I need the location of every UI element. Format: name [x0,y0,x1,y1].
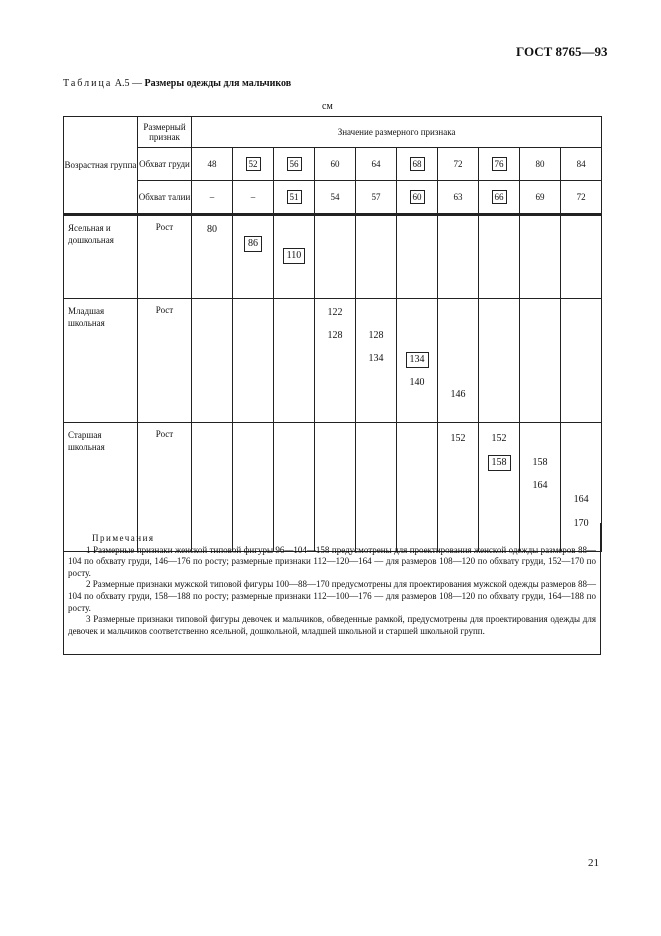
chest-cell [561,148,602,181]
chest-value: 84 [576,159,586,169]
waist-value-boxed: 66 [492,190,507,204]
header-age-group: Возрастная группа [64,117,138,215]
header-value: Значение размерного признака [192,117,602,148]
height-value: 128 [368,330,384,341]
waist-label: Обхват талии [138,181,192,215]
height-cell [520,299,561,423]
chest-cell [479,148,520,181]
waist-value: 72 [576,192,586,202]
height-cell [233,216,274,299]
waist-value-boxed: 60 [410,190,425,204]
height-value-boxed: 134 [397,352,437,368]
height-value: 164 [573,494,589,505]
caption-label: Таблица [63,78,113,89]
chest-value: 72 [453,159,463,169]
height-cell [356,299,397,423]
chest-cell [397,148,438,181]
height-cell [479,299,520,423]
height-value: 128 [327,330,343,341]
height-value: 134 [368,353,384,364]
unit-label: см [322,101,333,112]
height-cell [315,299,356,423]
chest-row [64,148,602,181]
height-cell [274,216,315,299]
waist-cell [192,181,233,215]
height-value: 80 [207,224,217,235]
height-cell [561,299,602,423]
waist-cell [397,181,438,215]
height-value-boxed: 158 [479,455,519,471]
waist-cell [274,181,315,215]
height-cell [356,216,397,299]
chest-cell [315,148,356,181]
caption-title: Размеры одежды для мальчиков [144,78,292,89]
header-size-feature: Размерный признак [138,117,192,148]
page-number: 21 [588,857,599,869]
note-item: 3 Размерные признаки типовой фигуры девочек и мальчиков, обведенные рамкой, предусмотрены для проектирования одежды для девочек и мальчиков соответственно ясельной, дошкольной, младшей школьной и старшей школьной групп. [68,614,596,636]
waist-cell [520,181,561,215]
waist-value: – [209,192,215,202]
group-name: Младшая школьная [64,299,138,423]
note-item: 1 Размерные признаки женской типовой фигуры 96—104—158 предусмотрены для проектирования женской одежды размеров 88—104 по обхвату груди, 146—176 по росту; размерные признаки 112—120—164 — для размеров 108—120 по обхвату груди, 152—170 по росту. [68,544,596,578]
height-value: 164 [532,480,548,491]
waist-value: – [250,192,256,202]
height-cell [438,216,479,299]
waist-cell [561,181,602,215]
chest-value: 80 [535,159,545,169]
waist-value: 57 [371,192,381,202]
height-cell [233,299,274,423]
height-value: 170 [573,518,589,529]
height-cell [315,216,356,299]
height-cell [397,299,438,423]
waist-row [64,181,602,215]
chest-value: 48 [207,159,217,169]
height-cell [438,299,479,423]
waist-value-boxed: 51 [287,190,302,204]
height-value-boxed: 86 [233,236,273,252]
note-item: 2 Размерные признаки мужской типовой фигуры 100—88—170 предусмотрены для проектирования мужской одежды размеров 88—104 по обхвату груди, 158—188 по росту; размерные признаки 112—100—176 — для размеров 108—120 по обхвату груди, 164—188 по росту. [68,579,596,613]
group-feature: Рост [138,299,192,423]
table-caption [63,78,291,89]
height-cell [561,216,602,299]
chest-value-boxed: 52 [246,157,261,171]
chest-value: 60 [330,159,340,169]
group-row-junior [64,299,602,423]
chest-cell [438,148,479,181]
document-code: ГОСТ 8765—93 [516,44,608,59]
notes-box [63,523,601,655]
group-name: Старшая школьная [64,423,138,552]
chest-value-boxed: 68 [410,157,425,171]
chest-cell [233,148,274,181]
height-value: 140 [409,377,425,388]
height-value: 152 [491,433,507,444]
height-value: 152 [450,433,466,444]
waist-value: 54 [330,192,340,202]
waist-cell [315,181,356,215]
chest-cell [274,148,315,181]
caption-number: А.5 — [114,78,143,89]
notes-title: Примечания [92,533,155,543]
waist-cell [438,181,479,215]
height-cell [192,216,233,299]
height-value: 146 [450,389,466,400]
chest-value: 64 [371,159,381,169]
waist-cell [356,181,397,215]
waist-cell [233,181,274,215]
height-value-boxed: 110 [274,248,314,264]
chest-cell [192,148,233,181]
height-value: 122 [327,307,343,318]
height-cell [192,299,233,423]
height-cell [274,299,315,423]
waist-value: 69 [535,192,545,202]
height-cell [520,216,561,299]
group-feature: Рост [138,423,192,552]
size-table [63,116,602,552]
waist-value: 63 [453,192,463,202]
chest-cell [520,148,561,181]
group-feature: Рост [138,216,192,299]
chest-cell [356,148,397,181]
height-cell [479,216,520,299]
waist-cell [479,181,520,215]
chest-value-boxed: 56 [287,157,302,171]
group-row-preschool [64,216,602,299]
chest-value-boxed: 76 [492,157,507,171]
height-cell [397,216,438,299]
chest-label: Обхват груди [138,148,192,181]
group-name: Ясельная и дошкольная [64,216,138,299]
height-value: 158 [532,457,548,468]
